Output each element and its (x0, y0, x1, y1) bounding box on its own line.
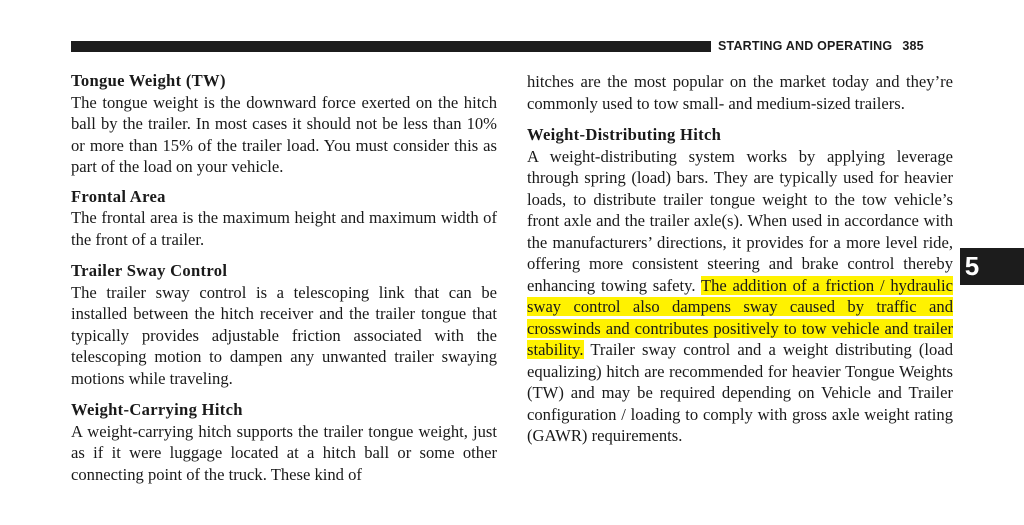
highlighted-text: The addition of a friction / hydraulic sway control also dampens sway caused by traffic and crosswinds and contributes positively to tow vehicle and trailer stability. (527, 275, 953, 359)
frontal-area-heading: Frontal Area (71, 186, 166, 206)
body-text-after-highlight: Trailer sway control and a weight distributing (load equalizing) hitch are recommended for heavier Tongue Weights (TW) and may be required depending on Vehicle and Trailer configuration / loading to comply with gross axle weight rating (GAWR) requirements. (527, 340, 953, 445)
chapter-number: 5 (964, 251, 980, 281)
weight-distributing-hitch-body (527, 146, 953, 447)
weight-carrying-hitch-heading: Weight-Carrying Hitch (71, 400, 243, 419)
frontal-area-body: The frontal area is the maximum height and maximum width of the front of a trailer. (71, 208, 497, 249)
trailer-sway-control-body: The trailer sway control is a telescoping link that can be installed between the hitch receiver and the trailer tongue that typically provides adjustable friction associated with the telescoping motion to dampen any unwanted trailer swaying motions while traveling. (71, 282, 497, 388)
section-title: STARTING AND OPERATING (718, 39, 893, 53)
trailer-sway-control-heading: Trailer Sway Control (71, 261, 228, 280)
weight-carrying-hitch-body: A weight-carrying hitch supports the trailer tongue weight, just as if it were luggage located at a hitch ball or some other connecting point of the truck. These kind of (71, 421, 497, 484)
left-column (71, 70, 497, 485)
weight-distributing-hitch-heading: Weight-Distributing Hitch (527, 125, 722, 144)
continued-paragraph: hitches are the most popular on the market today and they’re commonly used to tow small- and medium-sized trailers. (527, 72, 953, 113)
tongue-weight-heading: Tongue Weight (TW) (71, 71, 226, 90)
body-text-before-highlight: A weight-distributing system works by applying leverage through spring (load) bars. They are typically used for heavier loads, to distribute trailer tongue weight to the tow vehicle’s front axle and the trailer axle(s). When used in accordance with the manufacturers’ directions, it provides for a more level ride, offering more consistent steering and brake control thereby enhancing towing safety. (527, 146, 953, 295)
page-number: 385 (902, 39, 924, 53)
right-column (527, 71, 953, 447)
running-header (718, 39, 924, 53)
header-rule (71, 41, 711, 52)
tongue-weight-body: The tongue weight is the downward force exerted on the hitch ball by the trailer. In most cases it should not be less than 10% or more than 15% of the trailer load. You must consider this as part of the load on your vehicle. (71, 92, 497, 176)
